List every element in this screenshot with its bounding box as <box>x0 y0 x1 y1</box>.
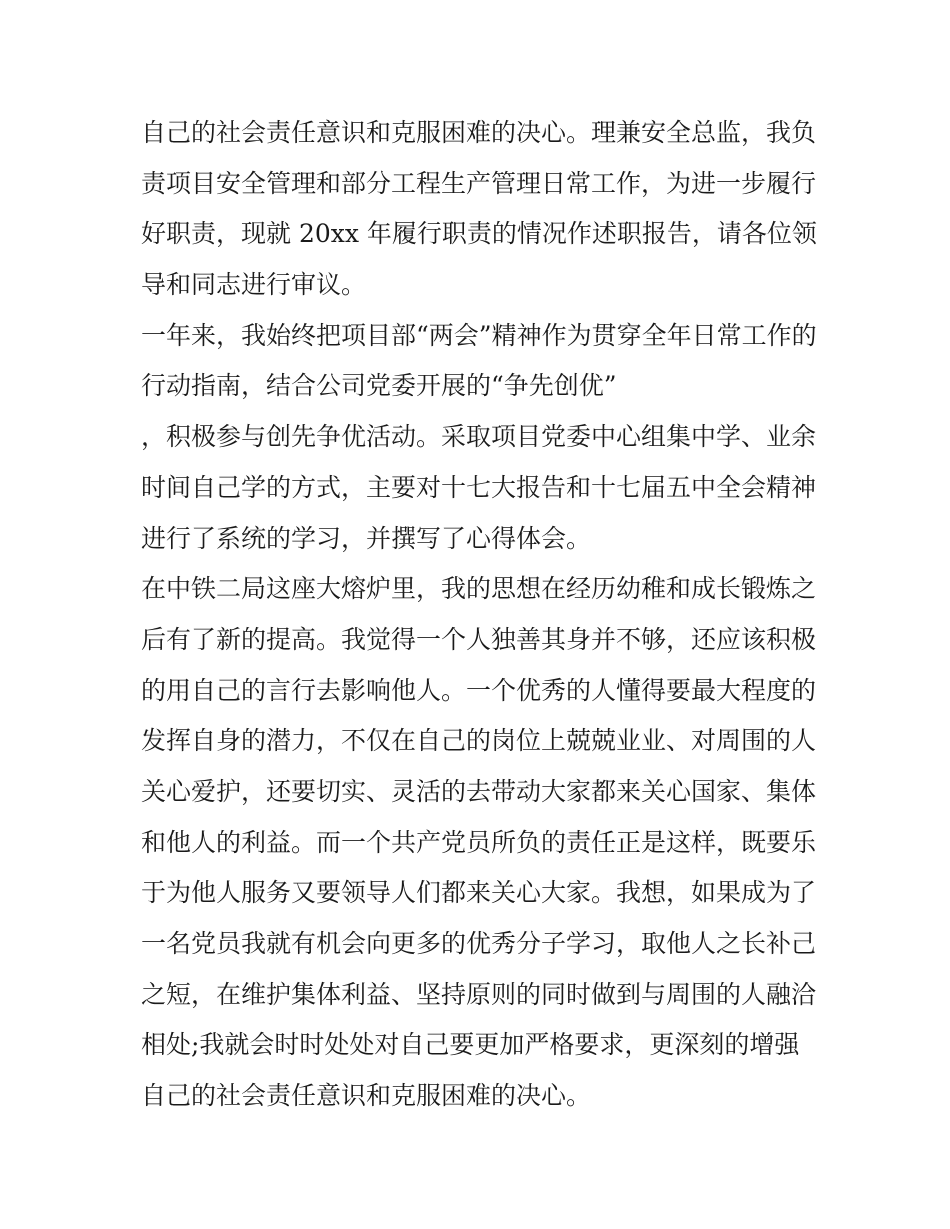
text-line: 时间自己学的方式，主要对十七大报告和十七届五中全会精神 <box>141 472 817 502</box>
text-line: 自己的社会责任意识和克服困难的决心。 <box>141 1081 592 1111</box>
text-line: 的用自己的言行去影响他人。一个优秀的人懂得要最大程度的 <box>141 675 817 705</box>
text-line: 后有了新的提高。我觉得一个人独善其身并不够，还应该积极 <box>141 624 817 654</box>
text-line: 责项目安全管理和部分工程生产管理日常工作，为进一步履行 <box>141 168 817 198</box>
text-line: 自己的社会责任意识和克服困难的决心。理兼安全总监，我负 <box>141 118 817 147</box>
text-line: 之短，在维护集体利益、坚持原则的同时做到与周围的人融洽 <box>141 979 817 1009</box>
text-line: 发挥自身的潜力，不仅在自己的岗位上兢兢业业、对周围的人 <box>141 726 817 756</box>
text-line: 一年来，我始终把项目部“两会”精神作为贯穿全年日常工作的 <box>141 320 817 350</box>
text-line: 和他人的利益。而一个共产党员所负的责任正是这样，既要乐 <box>141 827 817 857</box>
text-line: ，积极参与创先争优活动。采取项目党委中心组集中学、业余 <box>141 422 817 452</box>
text-line: 好职责，现就 20xx 年履行职责的情况作述职报告，请各位领 <box>141 219 817 249</box>
text-line: 进行了系统的学习，并撰写了心得体会。 <box>141 523 592 553</box>
text-line: 于为他人服务又要领导人们都来关心大家。我想，如果成为了 <box>141 878 817 908</box>
text-line: 相处;我就会时时处处对自己要更加严格要求，更深刻的增强 <box>141 1030 800 1060</box>
body-text <box>141 108 821 1122</box>
text-line: 导和同志进行审议。 <box>141 270 367 300</box>
text-line: 关心爱护，还要切实、灵活的去带动大家都来关心国家、集体 <box>141 776 817 806</box>
text-line: 在中铁二局这座大熔炉里，我的思想在经历幼稚和成长锻炼之 <box>141 574 817 604</box>
text-line: 一名党员我就有机会向更多的优秀分子学习，取他人之长补己 <box>141 929 817 958</box>
text-line: 行动指南，结合公司党委开展的“争先创优” <box>141 371 617 401</box>
